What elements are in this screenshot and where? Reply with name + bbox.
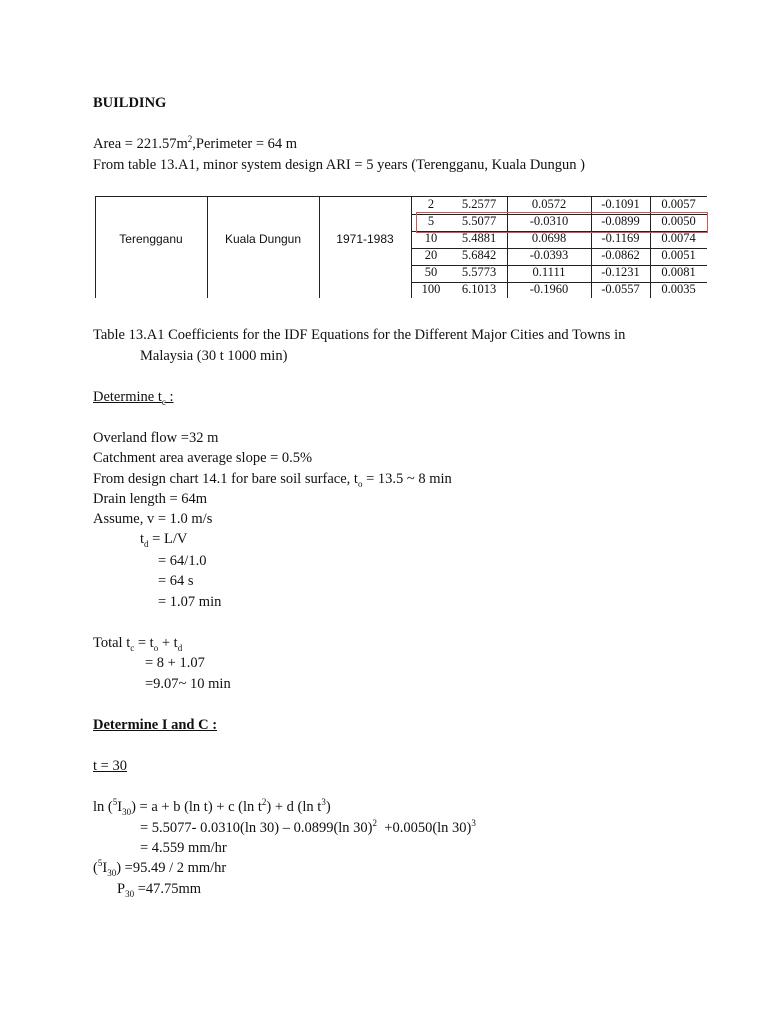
drain-length: Drain length = 64m	[93, 491, 208, 507]
highlight-box	[416, 212, 708, 233]
table-coefficient-cell: -0.1091	[601, 197, 640, 211]
td-step-3: = 1.07 min	[158, 594, 222, 610]
table-ari-cell: 10	[424, 231, 438, 245]
table-coefficient-cell: 5.5773	[461, 265, 497, 279]
ln-equation: $\ln (^5I_{30}) = a + b$ (ln t) + c (ln $t^2) + d$ (ln $t^3$)	[93, 797, 331, 817]
td-equation: $t_d = L/V$	[140, 531, 188, 549]
table-coefficient-cell: 0.1111	[532, 265, 566, 279]
idf-coefficient-table	[95, 196, 707, 298]
assume-velocity: Assume, v = 1.0 m/s	[93, 511, 213, 527]
table-coefficient-cell: -0.1960	[529, 282, 569, 296]
table-coefficient-cell: 0.0050	[661, 214, 696, 228]
catchment-slope: Catchment area average slope = 0.5%	[93, 450, 313, 466]
table-reference-line: From table 13.A1, minor system design ARI = 5 years (Terengganu, Kuala Dungun )	[93, 157, 586, 173]
table-coefficient-cell: 6.1013	[461, 282, 497, 296]
table-coefficient-cell: 5.2577	[461, 197, 497, 211]
table-coefficient-cell: -0.0862	[601, 248, 640, 262]
section-title: BUILDING	[93, 95, 167, 111]
table-state: Terengganu	[119, 232, 183, 246]
table-coefficient-cell: -0.0393	[529, 248, 569, 262]
table-coefficient-cell: 0.0572	[531, 197, 567, 211]
determine-ic-heading: Determine I and C :	[93, 717, 218, 733]
table-coefficient-cell: 0.0698	[531, 231, 567, 245]
design-chart-line: From design chart 14.1 for bare soil surface, $t_o = 13.5$ ~ 8 min	[93, 471, 452, 489]
ln-step-1: = 5.5077- 0.0310(ln 30) – 0.0899(ln 30)$^2$ +0.0050(ln 30)$^3$	[140, 818, 476, 836]
ln-step-2: = 4.559 mm/hr	[140, 840, 227, 856]
p30-line: $P_{30} =47.75mm$	[117, 881, 202, 899]
total-tc-equation: Total $t_c = t_o + t_d$	[93, 635, 183, 653]
table-ari-cell: 2	[427, 197, 435, 211]
table-coefficient-cell: 0.0074	[661, 231, 696, 245]
table-coefficient-cell: -0.0899	[601, 214, 640, 228]
i30-line: $(^5I_{30}) =95.49 / 2$ mm/hr	[93, 858, 227, 878]
table-ari-cell: 50	[424, 265, 438, 279]
total-step-2: =9.07~ 10 min	[145, 676, 231, 692]
table-coefficient-cell: 0.0057	[661, 197, 696, 211]
table-coefficient-cell: 5.4881	[461, 231, 497, 245]
overland-flow: Overland flow =32 m	[93, 430, 219, 446]
td-step-1: = 64/1.0	[158, 553, 207, 569]
table-coefficient-cell: 0.0035	[661, 282, 696, 296]
table-coefficient-cell: 0.0051	[661, 248, 696, 262]
table-caption-line-1: Table 13.A1 Coefficients for the IDF Equations for the Different Major Cities and Towns in	[93, 327, 626, 343]
table-ari-cell: 5	[427, 214, 435, 228]
table-coefficient-cell: 5.6842	[461, 248, 497, 262]
table-coefficient-cell: -0.0310	[529, 214, 569, 228]
table-station: Kuala Dungun	[224, 232, 302, 246]
table-coefficient-cell: -0.0557	[601, 282, 640, 296]
table-coefficient-cell: -0.1231	[601, 265, 640, 279]
table-coefficient-cell: -0.1169	[601, 231, 640, 245]
table-coefficient-cell: 5.5077	[461, 214, 497, 228]
table-caption-line-2: Malaysia (30 t 1000 min)	[140, 348, 288, 364]
determine-tc-heading: Determine $t_c$ :	[93, 389, 174, 407]
table-ari-cell: 20	[424, 248, 438, 262]
table-period: 1971-1983	[336, 232, 394, 246]
table-ari-cell: 100	[421, 282, 441, 296]
table-coefficient-cell: 0.0081	[661, 265, 696, 279]
t-30: t = 30	[93, 758, 127, 774]
td-step-2: = 64 s	[158, 573, 194, 589]
area-line: Area = $221.57m^2,Perimeter = 64$ m	[93, 134, 298, 152]
total-step-1: = 8 + 1.07	[145, 655, 205, 671]
